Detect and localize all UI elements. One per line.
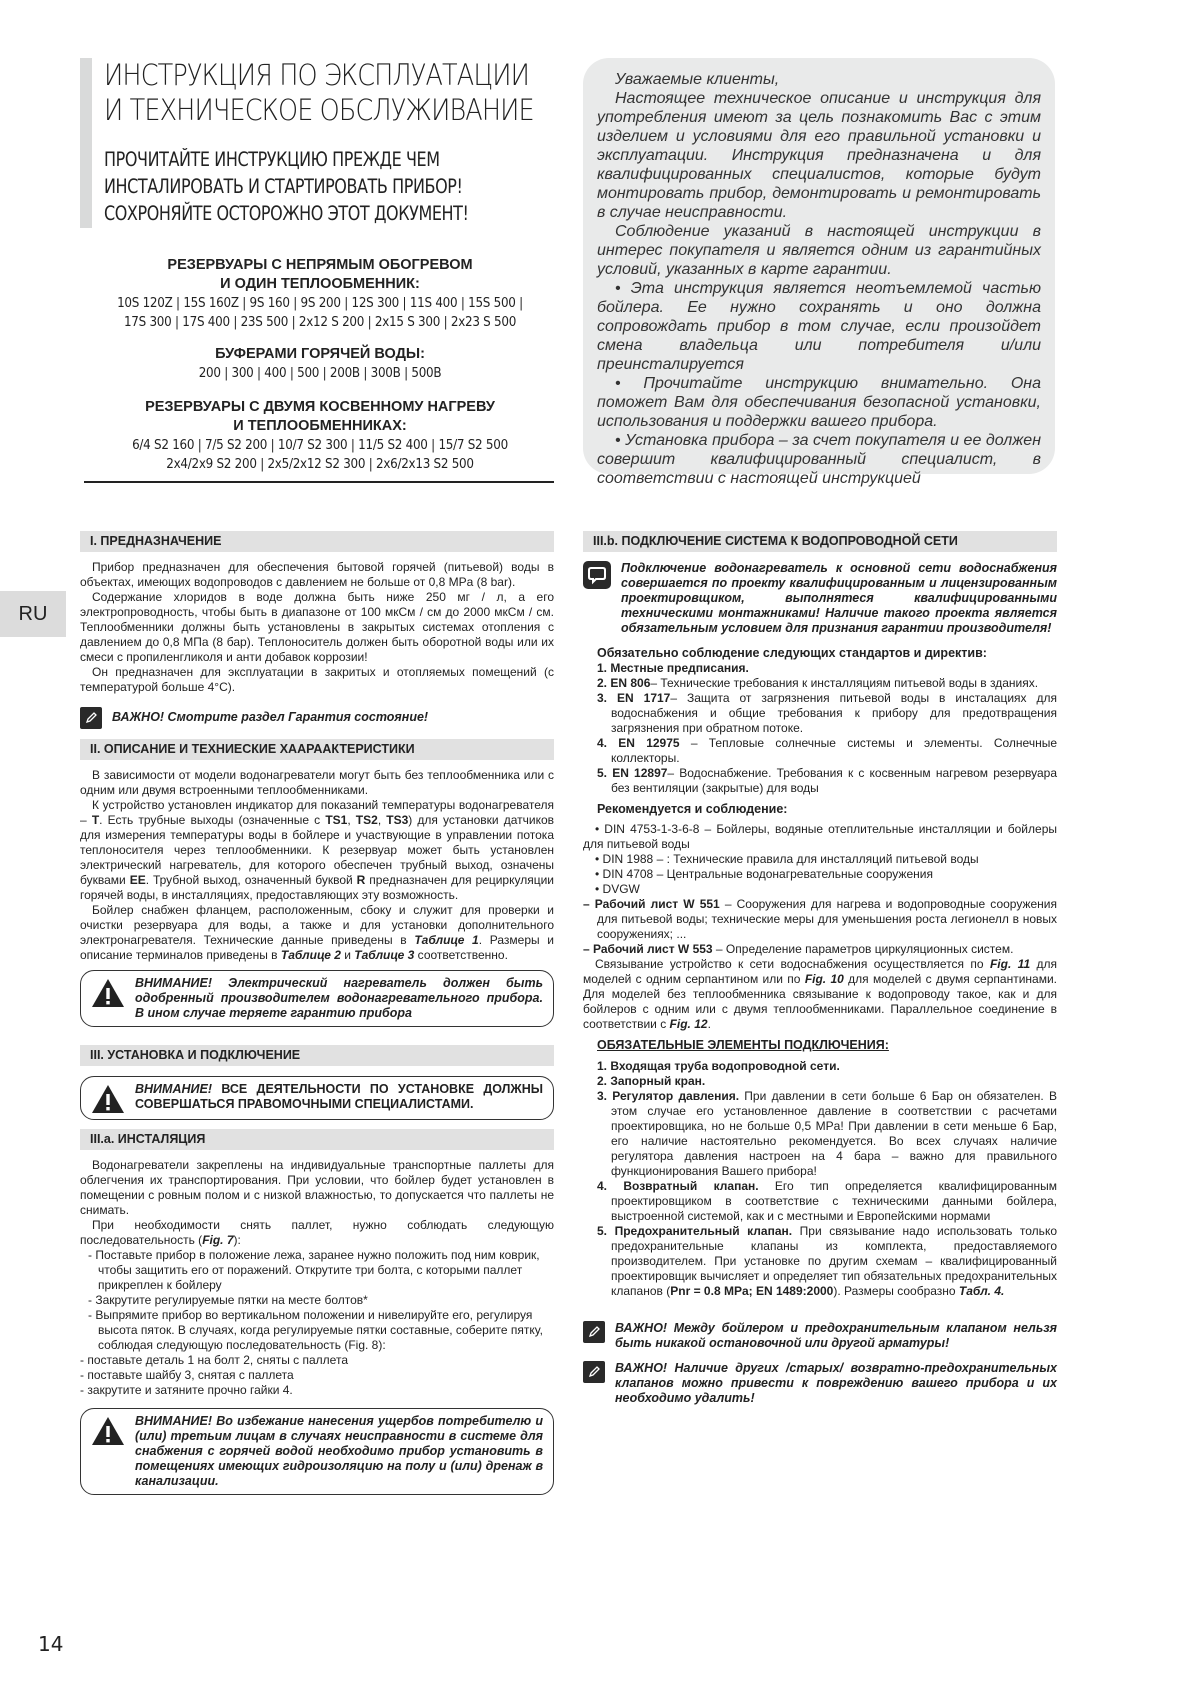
greeting-bullet: • Установка прибора – за счет покупателя и ее должен совершит квалифицированный специалист, в соответствии с настоящей инструкцией <box>597 432 1041 487</box>
recommended-item: • DIN 1988 – : Технические правила для инсталляций питьевой воды <box>595 852 979 866</box>
model-group-buffers <box>80 345 560 383</box>
paragraph: В зависимости от модели водонагреватели могут быть без теплообменника или с одним или двумя встроенными теплообменниками. <box>80 768 554 797</box>
recommended-heading: Рекомендуется и соблюдение: <box>597 802 788 816</box>
model-group-single-exchanger <box>80 256 560 332</box>
paragraph: Прибор предназначен для обеспечения бытовой горячей (питьевой) воды в объектах, имеющих водопроводов с давлением не больше от 0,8 MPa (8 bar). <box>80 560 554 589</box>
section-heading-installation: III. УСТАНОВКА И ПОДКЛЮЧЕНИЕ <box>80 1045 554 1066</box>
document-title-block <box>80 58 560 228</box>
warning-box-qualified: ВНИМАНИЕ! ВСЕ ДЕЯТЕЛЬНОСТИ ПО УСТАНОВКЕ ДОЛЖНЫ СОВЕРШАТЬСЯ ПРАВОМОЧНЫМИ СПЕЦИАЛИСТАМИ. <box>80 1076 554 1120</box>
customer-greeting-box <box>583 58 1055 487</box>
paragraph: К устройство установлен индикатор для показаний температуры водонагревателя – T. Есть трубные выходы (означенные с TS1, TS2, TS3) для установки датчиков для измерения температуры воды в бойлере и участвующие в управлении потока теплоносителя через теплообменники. К резервуар может быть установлен электрический нагреватель, для которого обеспечен трубный выход, означены буквами EE. Трубной выход, означенный буквой R предназначен для рециркуляции горячей воды, в инсталляциях, предоставляющих эту возможность. <box>80 798 555 902</box>
standards-list <box>597 661 1057 796</box>
greeting-salutation: Уважаемые клиенты, <box>615 71 780 88</box>
warning-box-heater: ВНИМАНИЕ! Электрический нагреватель должен быть одобренный производителем водонагревательного прибора. В ином случае теряете гарантию прибора <box>80 970 554 1027</box>
paragraph: Бойлер снабжен фланцем, расположенным, сбоку и служит для проверки и очистки резервуара для воды, а также и для установки дополнительного электронагревателя. Технические данные приведены в Таблице 1. Размеры и описание терминалов приведены в Таблице 2 и Таблице 3 соответственно. <box>80 903 555 962</box>
element-item: 5. Предохранительный клапан. При связывание надо использовать только предохранительные клапаны из комплекта, предоставляемого производителем. При установке по другим схемам – квалифицированный проектировщик вычисляет и определяет тип обязательных предохранительных клапанов (Pnr = 0.8 MPa; EN 1489:2000). Размеры сообразно Табл. 4. <box>597 1224 1057 1298</box>
document-title-line-2: И ТЕХНИЧЕСКОЕ ОБСЛУЖИВАНИЕ <box>104 93 534 127</box>
section-heading-water-connection: III.b. ПОДКЛЮЧЕНИЕ СИСТЕМА К ВОДОПРОВОДНОЙ СЕТИ <box>583 531 1057 552</box>
warning-triangle-icon <box>91 1416 125 1446</box>
language-tab: RU <box>0 591 66 637</box>
model-list: 6/4 S2 160 | 7/5 S2 200 | 10/7 S2 300 | 11/5 S2 400 | 15/7 S2 500 2x4/2x9 S2 200 | 2x5/2x12 S2 300 | 2x6/2x13 S2 500 <box>132 438 508 472</box>
important-note-old-valves: ВАЖНО! Наличие других /старых/ возвратно-предохранительных клапанов можно привести к повреждению вашего прибора и их необходимо удалить! <box>583 1361 1057 1406</box>
subtitle-line-3: СОХРОНЯЙТЕ ОСТОРОЖНО ЭТОТ ДОКУМЕНТ! <box>104 202 469 225</box>
paragraph: Связывание устройство к сети водоснабжения осуществляется по Fig. 11 для моделей с одним серпантином или по Fig. 10 для моделей с двумя серпантинами. Для моделей без теплообменника связывание к водопроводу такое, как и для бойлеров с одним или с двумя теплообменниками. Параллельное соединение в соответствии с Fig. 12. <box>583 957 1057 1031</box>
greeting-bullet: • Прочитайте инструкцию внимательно. Она поможет Вам для обеспечивания безопасной установки, использования и поддержки вашего прибора. <box>597 375 1041 430</box>
model-list: 10S 120Z | 15S 160Z | 9S 160 | 9S 200 | 12S 300 | 11S 400 | 15S 500 | 17S 300 | 17S 400 | 23S 500 | 2x12 S 200 | 2x15 S 300 | 2x23 S 500 <box>117 296 523 330</box>
step-item: - закрутите и затяните прочно гайки 4. <box>80 1383 293 1397</box>
pencil-icon <box>583 1361 605 1383</box>
speech-bubble-icon <box>583 561 611 589</box>
section-heading-mounting: III.a. ИНСТАЛЯЦИЯ <box>80 1129 554 1150</box>
right-column <box>583 531 1057 1406</box>
element-item: 4. Возвратный клапан. Его тип определяется квалифицированным проектировщиком в соответствие с техническими данными бойлера, выстроенной системой, как и с местными и Европейскими нормами <box>597 1179 1057 1223</box>
element-item: 1. Входящая труба водопроводной сети. <box>597 1059 840 1073</box>
recommended-item: • DIN 4708 – Центральные водонагревательные сооружения <box>595 867 933 881</box>
important-note: ВАЖНО! Смотрите раздел Гарантия состояние! <box>80 707 554 729</box>
recommended-item: • DIN 4753-1-3-6-8 – Бойлеры, водяные отеплительные инсталляции и бойлеры для питьевой воды <box>583 822 1057 851</box>
read-instruction-warning <box>104 146 478 227</box>
greeting-paragraph: Настоящее техническое описание и инструкция для употребления имеют за цель познакомить Вас с этим изделием и условиями для его правильной установки и эксплуатации. Инструкция предназначена и для квалифицированных специалистов, которые будут монтировать прибор, демонтировать и ремонтировать в случае неисправности. <box>597 90 1041 221</box>
page-number: 14 <box>38 1632 64 1656</box>
section-heading-purpose: I. ПРЕДНАЗНАЧЕНИЕ <box>80 531 554 552</box>
subtitle-line-1: ПРОЧИТАЙТЕ ИНСТРУКЦИЮ ПРЕЖДЕ ЧЕМ <box>104 148 440 171</box>
step-item: - Закрутите регулируемые пятки на месте болтов* <box>88 1293 368 1307</box>
standards-heading: Обязательно соблюдение следующих стандартов и директив: <box>597 646 987 660</box>
model-group-heading: РЕЗЕРВУАРЫ С ДВУМЯ КОСВЕННОМУ НАГРЕВУ И ТЕПЛООБМЕННИКАХ: <box>145 399 495 434</box>
standard-item: 1. Местные предписания. <box>597 661 749 675</box>
standard-item: 4. EN 12975 – Тепловые солнечные системы и элементы. Солнечные коллекторы. <box>597 736 1057 765</box>
pencil-icon <box>80 707 102 729</box>
section-heading-description: II. ОПИСАНИЕ И ТЕХНИЕСКИЕ ХААРААКТЕРИСТИКИ <box>80 739 554 760</box>
model-group-heading: РЕЗЕРВУАРЫ С НЕПРЯМЫМ ОБОГРЕВОМ И ОДИН ТЕПЛООБМЕННИК: <box>167 257 473 292</box>
important-note-valve: ВАЖНО! Между бойлером и предохранительным клапаном нельзя быть никакой остановочной или другой арматуры! <box>583 1321 1057 1351</box>
required-elements-heading: ОБЯЗАТЕЛЬНЫЕ ЭЛЕМЕНТЫ ПОДКЛЮЧЕНИЯ: <box>597 1038 889 1052</box>
paragraph: Содержание хлоридов в воде должна быть ниже 250 мг / л, а его электропроводность, чтобы быть в диапазоне от 100 мкСм / см до 2000 мкСм / см. Теплообменники должны быть установлены в закрытых системах отопления с давлением до 0,8 МПа (8 бар). Теплоноситель должен быть оборотной воды или их смеси с пропиленгликоля и анти добавок коррозии! <box>80 590 554 664</box>
document-title-line-1: ИНСТРУКЦИЯ ПО ЭКСПЛУАТАЦИИ <box>104 58 530 92</box>
paragraph: Водонагреватели закреплены на индивидуальные транспортные паллеты для облегчения их транспортирования. При условии, что бойлер будет установлен в помещении с ровным полом и с низкой влажностью, то допускается что паллеты не снимать. <box>80 1158 554 1217</box>
greeting-paragraph: Соблюдение указаний в настоящей инструкции в интерес покупателя и является одним из гарантийных условий, указанных в карте гарантии. <box>597 223 1041 278</box>
step-item: - поставьте шайбу 3, снятая с паллета <box>80 1368 294 1382</box>
worksheet-item: – Рабочий лист W 553 – Определение параметров циркуляционных систем. <box>583 942 1014 956</box>
standard-item: 3. EN 1717– Защита от загрязнения питьевой воды в инсталациях для водоснабжения и общие требования к прибору для предотвращения загрязнения при обратном потоке. <box>597 691 1057 735</box>
warning-box-waterproofing: ВНИМАНИЕ! Во избежание нанесения ущербов потребителю и (или) третьим лицам в случаях неисправности в системе для снабжения с горячей водой необходимо прибор установить в помещениях имеющих гидроизоляцию на полу и (или) дренаж в канализации. <box>80 1408 554 1495</box>
model-group-heading: БУФЕРАМИ ГОРЯЧЕЙ ВОДЫ: <box>215 346 425 362</box>
project-callout: Подключение водонагреватель к основной сети водоснабжения совершается по проекту квалифицированным и лицензированным проектировщиком, выполнятеся квалифицированными техническими монтажниками! Наличие такого проекта является обязательным условием для признания гарантии производителя! <box>583 561 1057 636</box>
pencil-icon <box>583 1321 605 1343</box>
paragraph: Он предназначен для эксплуатации в закритых и отопляемых помещений (с температурой больше 4°C). <box>80 665 554 694</box>
step-item: - поставьте деталь 1 на болт 2, сняты с паллета <box>80 1353 348 1367</box>
recommended-item: • DVGW <box>595 882 640 896</box>
model-list: 200 | 300 | 400 | 500 | 200B | 300B | 500B <box>198 366 442 381</box>
step-item: - Поставьте прибор в положение лежа, заранее нужно положить под ним коврик, чтобы защитить его от поражений. Открутите три болта, с которыми паллет прикреплен к бойлеру <box>88 1248 540 1292</box>
left-column <box>80 531 554 1495</box>
pallet-removal-steps <box>80 1248 554 1353</box>
worksheet-item: – Рабочий лист W 551 – Сооружения для нагрева и водопроводные сооружения для питьевой воды; технические меры для уменьшения роста легионелл в новых сооружениях; ... <box>583 897 1057 941</box>
step-item: - Выпрямите прибор во вертикальном положении и нивелируйте его, регулируя высота пяток. В случаях, когда регулируемые пятки составные, соберите пятку, соблюдая следующую последовательность (Fig. 8): <box>88 1308 543 1352</box>
greeting-bullet: • Эта инструкция является неотъемлемой частью бойлера. Ее нужно сохранять и оно должна сопровождать прибор в том случае, если произойдет смена владельца или потребителя и/или преинсталируется <box>597 280 1041 373</box>
standard-item: 5. EN 12897– Водоснабжение. Требования к с косвенным нагревом резервуара без вентиляции (закрытые) для воды <box>597 766 1057 795</box>
element-item: 3. Регулятор давления. При давлении в сети больше 6 Бар он обязателен. В этом случае его установленное давление в соответствии с расчетами проектировщика, но не больше 0,5 MPa! При давлении в сети меньше 6 Бар, его наличие настоятельно рекомендуется. Во всех случаях наличие регулятора давления настроен на 4 бара – важно для правильного функционирования Вашего прибора! <box>597 1089 1057 1178</box>
header-divider <box>84 481 554 483</box>
paragraph: При необходимости снять паллет, нужно соблюдать следующую последовательность (Fig. 7): <box>80 1218 554 1247</box>
warning-triangle-icon <box>91 1084 125 1114</box>
subtitle-line-2: ИНСТАЛИРОВАТЬ И СТАРТИРОВАТЬ ПРИБОР! <box>104 175 463 198</box>
standard-item: 2. EN 806– Технические требования к инсталляциям питьевой воды в зданиях. <box>597 676 1039 690</box>
element-item: 2. Запорный кран. <box>597 1074 706 1088</box>
required-elements-list <box>597 1059 1057 1299</box>
warning-triangle-icon <box>91 978 125 1008</box>
model-group-two-exchangers <box>80 398 560 474</box>
